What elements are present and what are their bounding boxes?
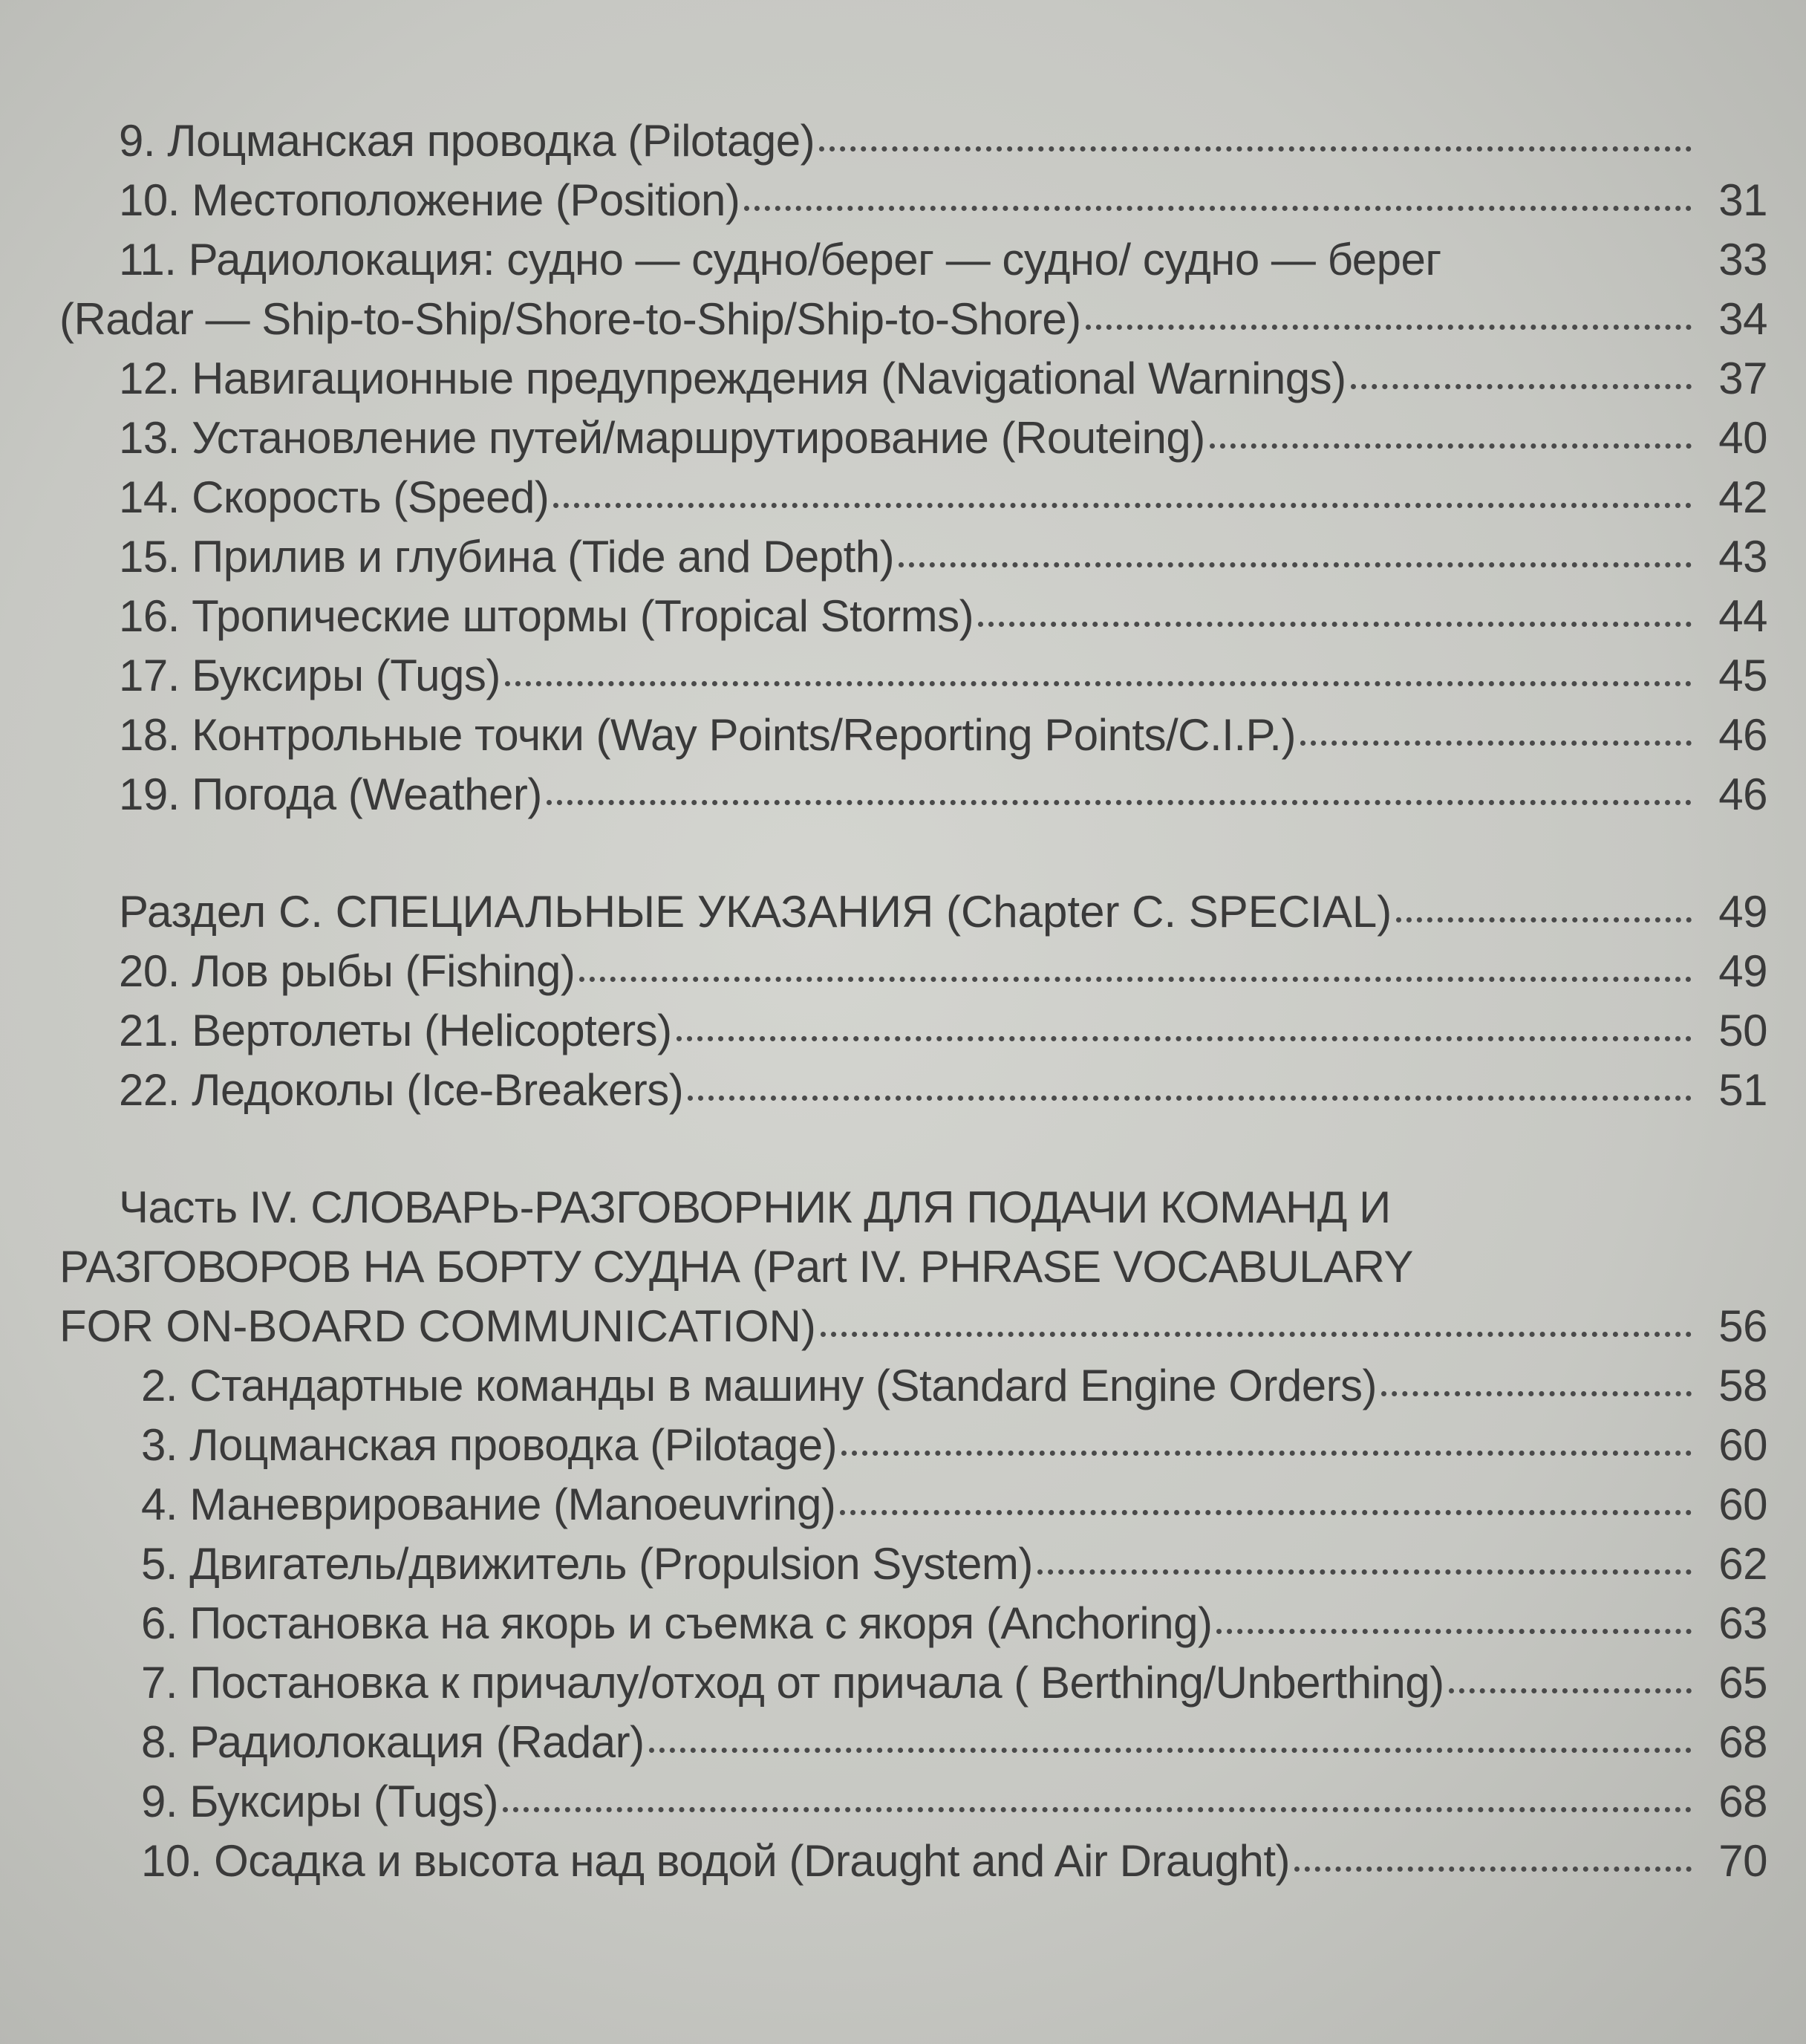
toc-entry xyxy=(59,1061,1767,1120)
toc-entry xyxy=(59,1416,1767,1475)
dot-leader xyxy=(1300,741,1692,746)
toc-entry-page: 49 xyxy=(1718,887,1767,937)
toc-entry xyxy=(59,765,1767,824)
dot-leader xyxy=(553,503,1692,508)
toc-entry-title: (Radar — Ship-to-Ship/Shore-to-Ship/Ship-to-Shore) xyxy=(59,294,1081,344)
dot-leader xyxy=(1086,325,1692,330)
toc-entry-title: 10. Осадка и высота над водой (Draught and Air Draught) xyxy=(141,1836,1291,1886)
toc-entry-title: Раздел С. СПЕЦИАЛЬНЫЕ УКАЗАНИЯ (Chapter C. SPECIAL) xyxy=(119,887,1392,937)
toc-entry-page: 56 xyxy=(1718,1301,1767,1351)
toc-entry-title: 9. Буксиры (Tugs) xyxy=(141,1777,498,1826)
toc-entry xyxy=(59,587,1767,646)
toc-entry-title: 9. Лоцманская проводка (Pilotage) xyxy=(119,116,815,166)
toc-entry-title: 14. Скорость (Speed) xyxy=(119,472,550,522)
toc-entry-title: 21. Вертолеты (Helicopters) xyxy=(119,1006,672,1055)
toc-entry-title: 18. Контрольные точки (Way Points/Reporting Points/C.I.P.) xyxy=(119,710,1296,760)
toc-entry xyxy=(59,468,1767,527)
dot-leader xyxy=(821,1332,1692,1337)
table-of-contents xyxy=(59,111,1767,1891)
toc-entry-title: 3. Лоцманская проводка (Pilotage) xyxy=(141,1420,838,1470)
toc-entry-title: 16. Тропические штормы (Tropical Storms) xyxy=(119,591,974,641)
toc-entry-page: 46 xyxy=(1718,769,1767,819)
toc-entry-page: 34 xyxy=(1718,294,1767,344)
toc-entry xyxy=(59,527,1767,587)
dot-leader xyxy=(677,1036,1692,1041)
dot-leader xyxy=(1210,443,1692,449)
dot-leader xyxy=(744,206,1692,211)
dot-leader xyxy=(649,1748,1692,1753)
toc-entry-page: 45 xyxy=(1718,651,1767,700)
toc-entry-title: 19. Погода (Weather) xyxy=(119,769,542,819)
dot-leader xyxy=(1216,1629,1692,1634)
toc-entry-page: 42 xyxy=(1718,472,1767,522)
toc-entry-page: 63 xyxy=(1718,1598,1767,1648)
toc-entry-page: 68 xyxy=(1718,1717,1767,1767)
toc-entry-page: 33 xyxy=(1718,235,1767,284)
dot-leader xyxy=(1396,917,1692,922)
dot-leader xyxy=(688,1096,1692,1101)
toc-entry-page: 37 xyxy=(1718,354,1767,403)
toc-entry-page: 60 xyxy=(1718,1420,1767,1470)
toc-entry-title: 8. Радиолокация (Radar) xyxy=(141,1717,645,1767)
toc-entry-page: 58 xyxy=(1718,1361,1767,1410)
dot-leader xyxy=(978,622,1692,627)
toc-entry-page: 31 xyxy=(1718,175,1767,225)
dot-leader xyxy=(503,1807,1692,1812)
toc-entry xyxy=(59,706,1767,765)
toc-entry-title: 5. Двигатель/движитель (Propulsion System) xyxy=(141,1539,1033,1589)
toc-entry xyxy=(59,942,1767,1001)
toc-entry xyxy=(59,1772,1767,1832)
toc-entry-title: 20. Лов рыбы (Fishing) xyxy=(119,946,576,996)
dot-leader xyxy=(841,1451,1692,1456)
dot-leader xyxy=(505,681,1692,686)
dot-leader xyxy=(1294,1866,1692,1872)
toc-entry xyxy=(59,1534,1767,1594)
toc-entry-page: 70 xyxy=(1718,1836,1767,1886)
toc-entry-page: 43 xyxy=(1718,532,1767,582)
part-heading-text: Часть IV. СЛОВАРЬ-РАЗГОВОРНИК ДЛЯ ПОДАЧИ КОМАНД И xyxy=(119,1182,1391,1232)
dot-leader xyxy=(1381,1391,1692,1396)
dot-leader xyxy=(579,977,1692,982)
toc-entry-title: 10. Местоположение (Position) xyxy=(119,175,740,225)
toc-entry-page: 62 xyxy=(1718,1539,1767,1589)
toc-entry xyxy=(59,111,1767,171)
toc-entry-page: 68 xyxy=(1718,1777,1767,1826)
part-heading-line xyxy=(59,1297,1767,1356)
toc-entry xyxy=(59,409,1767,468)
toc-entry xyxy=(59,1475,1767,1534)
toc-entry xyxy=(59,1653,1767,1713)
toc-entry xyxy=(59,1594,1767,1653)
dot-leader xyxy=(1037,1569,1692,1575)
toc-entry-page: 51 xyxy=(1718,1065,1767,1115)
toc-entry xyxy=(59,290,1767,349)
toc-entry-page: 65 xyxy=(1718,1658,1767,1708)
toc-section-heading xyxy=(59,882,1767,942)
toc-entry-title: 4. Маневрирование (Manoeuvring) xyxy=(141,1480,836,1529)
toc-entry xyxy=(59,230,1767,290)
part-heading-text: РАЗГОВОРОВ НА БОРТУ СУДНА (Part IV. PHRASE VOCABULARY xyxy=(59,1242,1413,1292)
toc-entry-title: 17. Буксиры (Tugs) xyxy=(119,651,501,700)
toc-entry-page: 60 xyxy=(1718,1480,1767,1529)
part-heading-line xyxy=(59,1237,1767,1297)
toc-entry-title: 22. Ледоколы (Ice-Breakers) xyxy=(119,1065,684,1115)
dot-leader xyxy=(547,800,1692,805)
toc-entry-page: 49 xyxy=(1718,946,1767,996)
toc-entry xyxy=(59,171,1767,230)
dot-leader xyxy=(840,1510,1692,1515)
toc-entry-title: 6. Постановка на якорь и съемка с якоря (Anchoring) xyxy=(141,1598,1213,1648)
dot-leader xyxy=(899,562,1692,567)
toc-entry-page: 44 xyxy=(1718,591,1767,641)
toc-entry xyxy=(59,1356,1767,1416)
spacer xyxy=(59,1120,1767,1178)
dot-leader xyxy=(1449,1688,1692,1693)
dot-leader xyxy=(819,146,1692,152)
toc-entry xyxy=(59,1001,1767,1061)
part-heading-line xyxy=(59,1178,1767,1237)
toc-entry-title: 15. Прилив и глубина (Tide and Depth) xyxy=(119,532,895,582)
toc-entry-page: 40 xyxy=(1718,413,1767,463)
dot-leader xyxy=(1351,384,1692,389)
toc-entry xyxy=(59,1832,1767,1891)
toc-entry-title: 11. Радиолокация: судно — судно/берег — судно/ судно — берег xyxy=(119,235,1441,284)
spacer xyxy=(59,824,1767,882)
part-heading-text: FOR ON-BOARD COMMUNICATION) xyxy=(59,1301,816,1351)
toc-entry xyxy=(59,349,1767,409)
toc-entry-title: 7. Постановка к причалу/отход от причала ( Berthing/Unberthing) xyxy=(141,1658,1444,1708)
toc-entry-page: 50 xyxy=(1718,1006,1767,1055)
toc-entry-title: 12. Навигационные предупреждения (Navigational Warnings) xyxy=(119,354,1346,403)
toc-entry xyxy=(59,1713,1767,1772)
toc-entry-page: 46 xyxy=(1718,710,1767,760)
toc-entry-title: 2. Стандартные команды в машину (Standard Engine Orders) xyxy=(141,1361,1378,1410)
toc-entry-title: 13. Установление путей/маршрутирование (Routeing) xyxy=(119,413,1205,463)
toc-entry xyxy=(59,646,1767,706)
